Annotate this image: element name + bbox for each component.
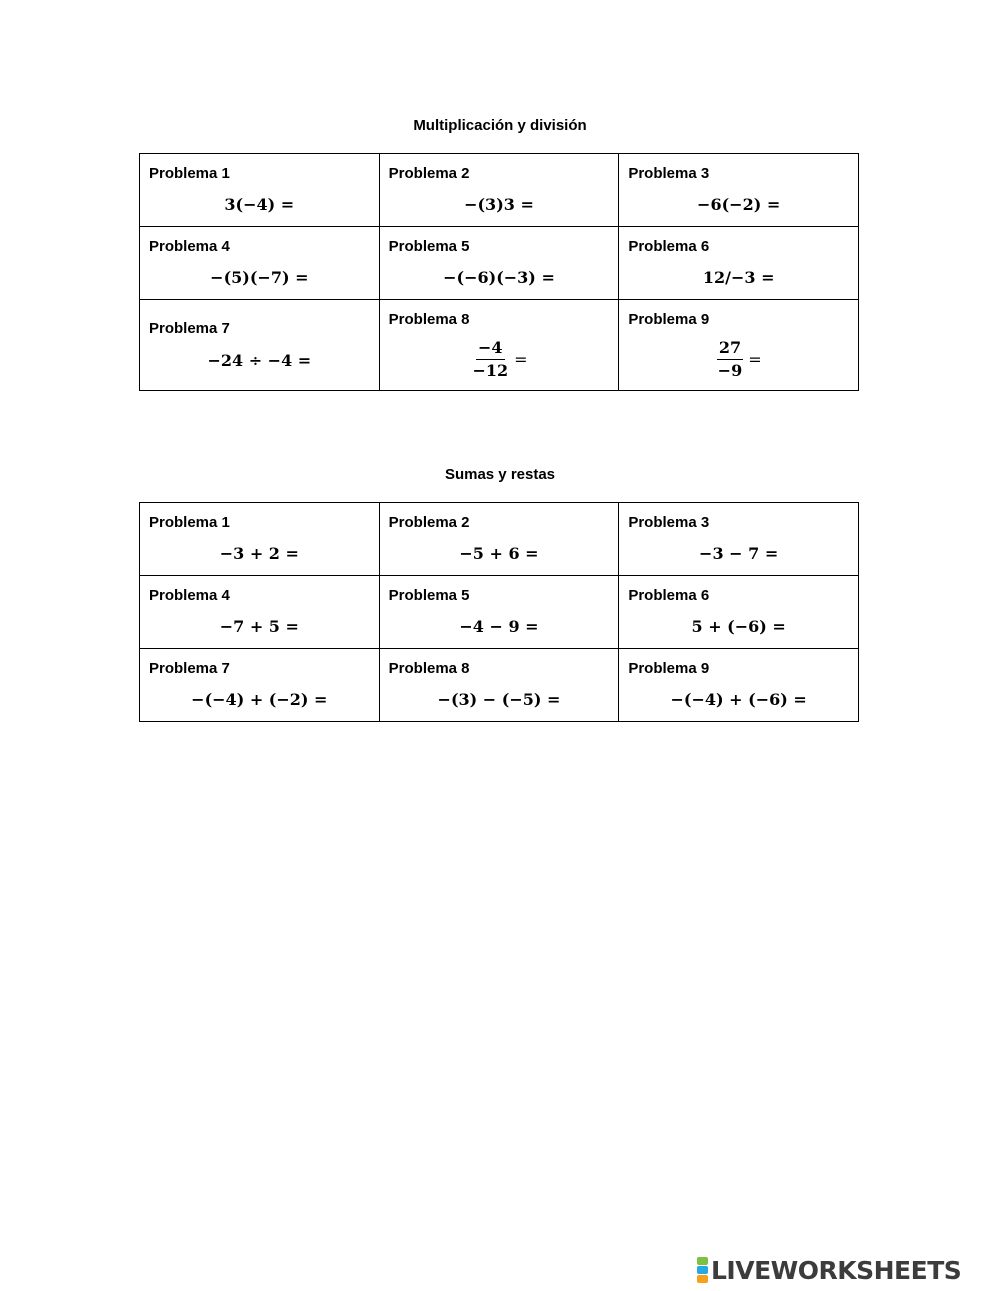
problem-cell	[619, 503, 859, 576]
logo-text: LIVEWORKSHEETS	[711, 1255, 962, 1285]
problem-cell	[379, 227, 619, 300]
problem-expression: −3 + 2 =	[219, 544, 299, 563]
problem-cell	[140, 154, 380, 227]
problem-expression: −(3)3 =	[464, 195, 534, 214]
problem-label: Problema 7	[149, 320, 230, 337]
problem-expression: −(3) − (−5) =	[437, 690, 561, 709]
problem-label: Problema 1	[149, 165, 230, 182]
problem-expression: −3 − 7 =	[699, 544, 779, 563]
logo-square-i	[697, 1266, 708, 1274]
fraction-denominator: −12	[472, 361, 509, 380]
logo-squares-icon	[697, 1257, 708, 1283]
problem-cell	[619, 649, 859, 722]
problem-cell	[140, 227, 380, 300]
problem-label: Problema 2	[388, 165, 470, 182]
problem-cell	[379, 154, 619, 227]
problem-cell	[140, 649, 380, 722]
problem-cell	[619, 576, 859, 649]
fraction-numerator: −4	[476, 339, 505, 360]
problem-cell	[140, 503, 380, 576]
problem-expression: −(−6)(−3) =	[443, 268, 555, 287]
problem-label: Problema 9	[628, 660, 710, 677]
problem-label: Problema 2	[388, 514, 470, 531]
problem-label: Problema 9	[628, 311, 710, 328]
fraction-numerator: 27	[717, 339, 743, 360]
section-title-additions: Sumas y restas	[444, 466, 556, 483]
problem-fraction	[380, 338, 619, 380]
problem-cell	[140, 576, 380, 649]
multiplication-table	[139, 153, 859, 391]
problem-label: Problema 6	[628, 587, 710, 604]
liveworksheets-logo	[697, 1255, 961, 1285]
problem-cell	[379, 503, 619, 576]
problem-expression: −(−4) + (−2) =	[191, 690, 328, 709]
logo-square-l	[697, 1257, 708, 1265]
problem-cell	[379, 300, 619, 391]
problem-expression: −(5)(−7) =	[210, 268, 309, 287]
problem-expression: −7 + 5 =	[219, 617, 299, 636]
problem-expression: −4 − 9 =	[459, 617, 539, 636]
problem-label: Problema 8	[388, 660, 470, 677]
problem-cell	[619, 300, 859, 391]
problem-expression: 12/−3 =	[702, 268, 775, 287]
problem-label: Problema 5	[388, 587, 470, 604]
problem-expression: −6(−2) =	[697, 195, 781, 214]
problem-label: Problema 1	[149, 514, 230, 531]
problem-cell	[379, 576, 619, 649]
additions-table	[139, 502, 859, 722]
problem-label: Problema 5	[388, 238, 470, 255]
problem-fraction	[619, 338, 858, 380]
problem-label: Problema 3	[628, 165, 710, 182]
problem-label: Problema 6	[628, 238, 710, 255]
equals-sign: =	[514, 350, 528, 369]
problem-expression: 5 + (−6) =	[691, 617, 786, 636]
problem-cell	[619, 227, 859, 300]
problem-label: Problema 4	[149, 238, 230, 255]
problem-cell	[140, 300, 380, 391]
problem-label: Problema 3	[628, 514, 710, 531]
problem-label: Problema 7	[149, 660, 230, 677]
problem-cell	[379, 649, 619, 722]
problem-expression: −5 + 6 =	[459, 544, 539, 563]
problem-expression: −(−4) + (−6) =	[670, 690, 807, 709]
problem-cell	[619, 154, 859, 227]
problem-expression: 3(−4) =	[224, 195, 295, 214]
logo-square-v	[697, 1275, 708, 1283]
problem-label: Problema 4	[149, 587, 230, 604]
problem-label: Problema 8	[388, 311, 470, 328]
section-title-multiplication: Multiplicación y división	[413, 117, 587, 134]
fraction-denominator: −9	[717, 361, 743, 380]
equals-sign: =	[748, 350, 762, 369]
problem-expression: −24 ÷ −4 =	[207, 351, 312, 370]
